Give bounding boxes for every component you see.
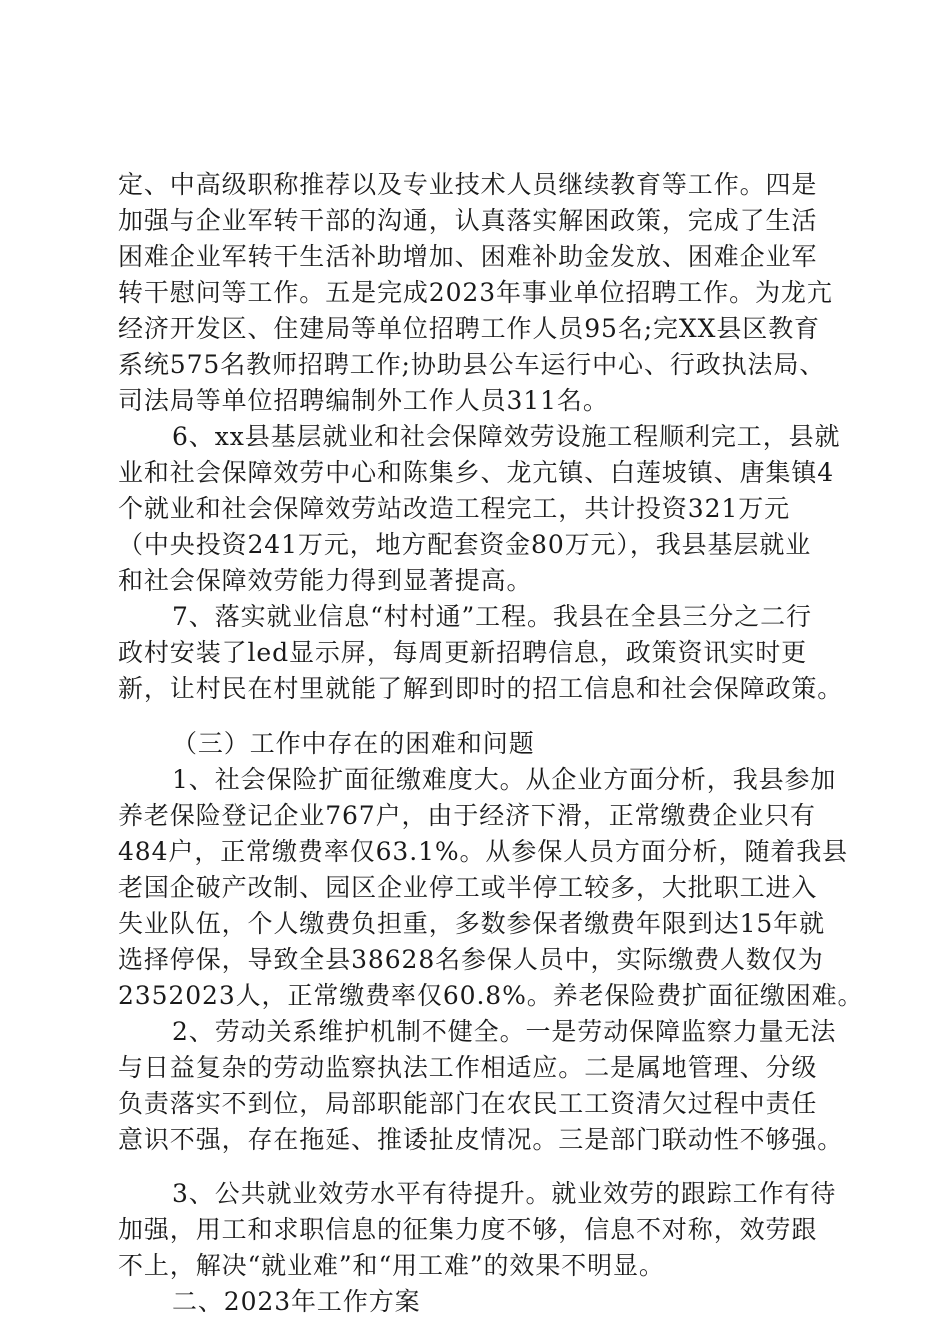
text-line: 负责落实不到位，局部职能部门在农民工工资清欠过程中责任: [118, 1089, 818, 1118]
section-heading: 二、2023年工作方案: [172, 1287, 421, 1316]
text-line: 加强与企业军转干部的沟通，认真落实解困政策，完成了生活: [118, 206, 818, 235]
text-line: 和社会保障效劳能力得到显著提高。: [118, 566, 533, 595]
paragraph-start-line: 7、落实就业信息“村村通”工程。我县在全县三分之二行: [172, 602, 812, 631]
text-line: 经济开发区、住建局等单位招聘工作人员95名;完XX县区教育: [118, 314, 820, 343]
text-line: 2352023人，正常缴费率仅60.8%。养老保险费扩面征缴困难。: [118, 981, 864, 1010]
paragraph-start-line: 1、社会保险扩面征缴难度大。从企业方面分析，我县参加: [172, 765, 837, 794]
text-line: 政村安装了led显示屏，每周更新招聘信息，政策资讯实时更: [118, 638, 807, 667]
text-line: 老国企破产改制、园区企业停工或半停工较多，大批职工进入: [118, 873, 818, 902]
text-line: 困难企业军转干生活补助增加、困难补助金发放、困难企业军: [118, 242, 818, 271]
text-line: 业和社会保障效劳中心和陈集乡、龙亢镇、白莲坡镇、唐集镇4: [118, 458, 835, 487]
text-line: 与日益复杂的劳动监察执法工作相适应。二是属地管理、分级: [118, 1053, 818, 1082]
text-line: 484户，正常缴费率仅63.1%。从参保人员方面分析，随着我县: [118, 837, 849, 866]
text-line: 加强，用工和求职信息的征集力度不够，信息不对称，效劳跟: [118, 1215, 818, 1244]
text-line: 转干慰问等工作。五是完成2023年事业单位招聘工作。为龙亢: [118, 278, 833, 307]
text-line: 失业队伍，个人缴费负担重，多数参保者缴费年限到达15年就: [118, 909, 826, 938]
text-line: 定、中高级职称推荐以及专业技术人员继续教育等工作。四是: [118, 170, 818, 199]
paragraph-start-line: 2、劳动关系维护机制不健全。一是劳动保障监察力量无法: [172, 1017, 837, 1046]
text-line: 养老保险登记企业767户，由于经济下滑，正常缴费企业只有: [118, 801, 816, 830]
paragraph-start-line: 6、xx县基层就业和社会保障效劳设施工程顺利完工，县就: [172, 422, 841, 451]
text-line: 选择停保，导致全县38628名参保人员中，实际缴费人数仅为: [118, 945, 824, 974]
text-line: 新，让村民在村里就能了解到即时的招工信息和社会保障政策。: [118, 674, 844, 703]
paragraph-start-line: 3、公共就业效劳水平有待提升。就业效劳的跟踪工作有待: [172, 1179, 837, 1208]
section-heading: （三）工作中存在的困难和问题: [172, 729, 535, 758]
text-line: 司法局等单位招聘编制外工作人员311名。: [118, 386, 609, 415]
text-line: 个就业和社会保障效劳站改造工程完工，共计投资321万元: [118, 494, 791, 523]
text-line: 意识不强，存在拖延、推诿扯皮情况。三是部门联动性不够强。: [118, 1125, 844, 1154]
text-line: （中央投资241万元，地方配套资金80万元），我县基层就业: [118, 530, 812, 559]
text-line: 系统575名教师招聘工作;协助县公车运行中心、行政执法局、: [118, 350, 826, 379]
text-line: 不上，解决“就业难”和“用工难”的效果不明显。: [118, 1251, 665, 1280]
